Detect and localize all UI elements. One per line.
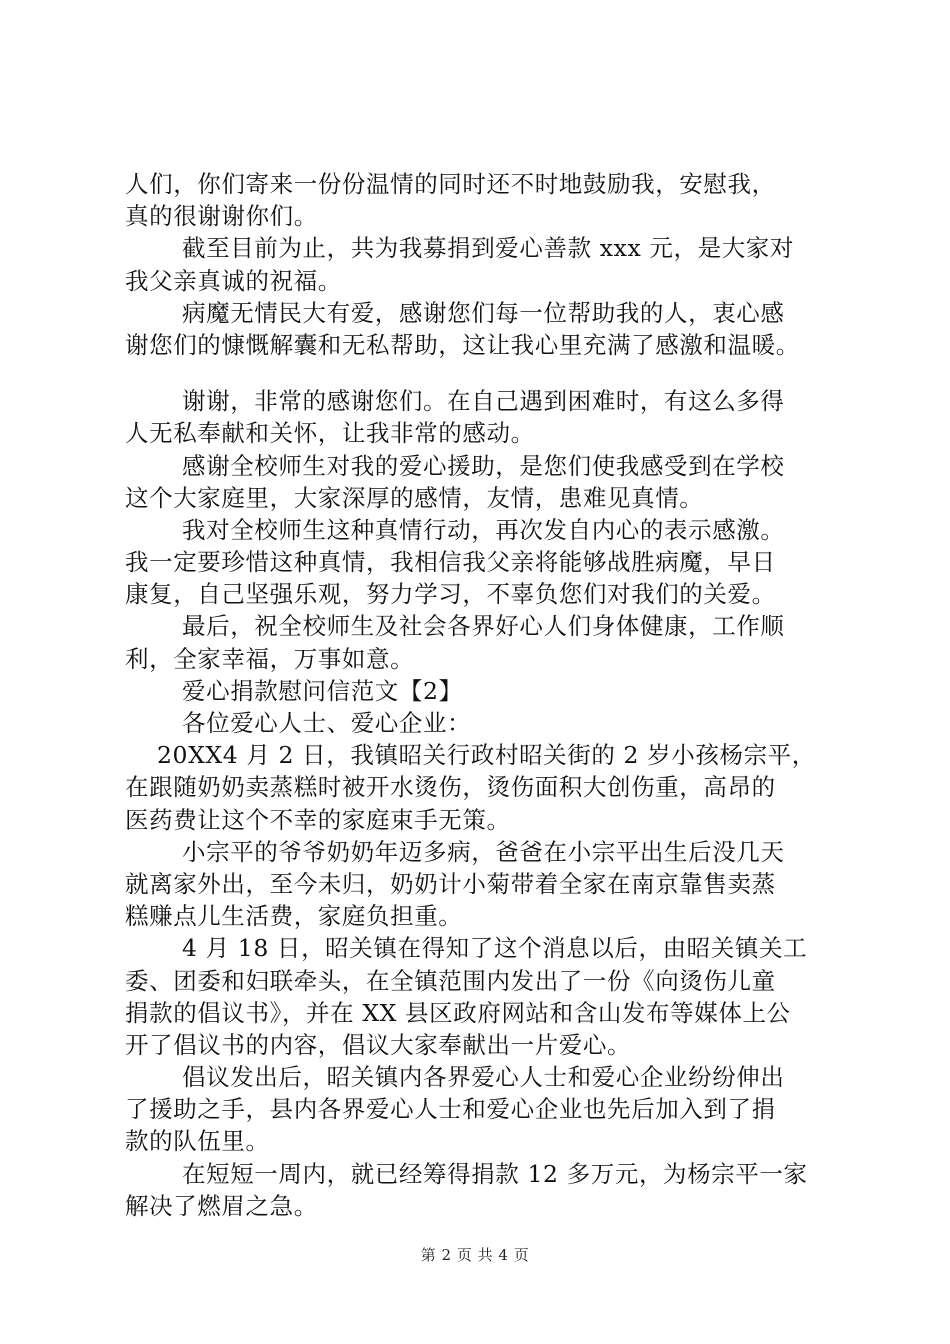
text-line: 我一定要珍惜这种真情，我相信我父亲将能够战胜病魔，早日 [125,548,776,577]
text-line: 解决了燃眉之急。 [125,1191,318,1220]
text-line: 我父亲真诚的祝福。 [125,266,342,295]
text-line: 感谢全校师生对我的爱心援助，是您们使我感受到在学校 [182,451,785,480]
text-line: 倡议发出后，昭关镇内各界爱心人士和爱心企业纷纷伸出 [182,1063,785,1092]
text-line: 了援助之手，县内各界爱心人士和爱心企业也先后加入到了捐 [125,1095,776,1124]
text-line: 我对全校师生这种真情行动，再次发自内心的表示感激。 [182,515,785,544]
salutation: 各位爱心人士、爱心企业： [182,709,472,737]
text-line: 4 月 18 日，昭关镇在得知了这个消息以后，由昭关镇关工 [182,934,808,963]
text-line: 这个大家庭里，大家深厚的感情，友情，患难见真情。 [125,483,704,512]
section-heading: 爱心捐款慰问信范文【2】 [182,676,463,705]
text-line: 在短短一周内，就已经筹得捐款 12 多万元，为杨宗平一家 [182,1159,808,1188]
text-line: 人无私奉献和关怀，让我非常的感动。 [125,419,535,448]
page-footer [0,1244,950,1265]
text-line: 真的很谢谢你们。 [125,202,318,231]
text-line: 最后，祝全校师生及社会各界好心人们身体健康，工作顺 [182,612,785,641]
text-line: 在跟随奶奶卖蒸糕时被开水烫伤，烫伤面积大创伤重，高昂的 [125,773,776,802]
page-number: 第 2 页 共 4 页 [420,1246,530,1264]
text-line: 20XX4 月 2 日，我镇昭关行政村昭关街的 2 岁小孩杨宗平， [157,741,816,770]
text-line: 捐款的倡议书》，并在 XX 县区政府网站和含山发布等媒体上公 [125,998,791,1027]
text-line: 利，全家幸福，万事如意。 [125,644,415,673]
text-line: 人们，你们寄来一份份温情的同时还不时地鼓励我，安慰我， [125,170,776,198]
text-line: 病魔无情民大有爱，感谢您们每一位帮助我的人，衷心感 [182,298,785,327]
text-line: 谢谢，非常的感谢您们。在自己遇到困难时，有这么多得 [182,387,785,416]
text-line: 小宗平的爷爷奶奶年迈多病，爸爸在小宗平出生后没几天 [182,837,785,866]
text-line: 糕赚点儿生活费，家庭负担重。 [125,902,463,931]
text-line: 开了倡议书的内容，倡议大家奉献出一片爱心。 [125,1030,632,1059]
text-line: 谢您们的慷慨解囊和无私帮助，这让我心里充满了感激和温暖。 [125,330,800,359]
text-line: 款的队伍里。 [125,1127,270,1156]
text-line: 委、团委和妇联牵头，在全镇范围内发出了一份《向烫伤儿童 [125,966,776,995]
letter-body [125,168,845,1222]
paragraph-gap [125,361,845,385]
text-line: 就离家外出，至今未归，奶奶计小菊带着全家在南京靠售卖蒸 [125,869,776,898]
text-line: 医药费让这个不幸的家庭束手无策。 [125,805,511,834]
text-line: 截至目前为止，共为我募捐到爱心善款 xxx 元，是大家对 [182,234,794,263]
text-line: 康复，自己坚强乐观，努力学习，不辜负您们对我们的关爱。 [125,580,776,609]
